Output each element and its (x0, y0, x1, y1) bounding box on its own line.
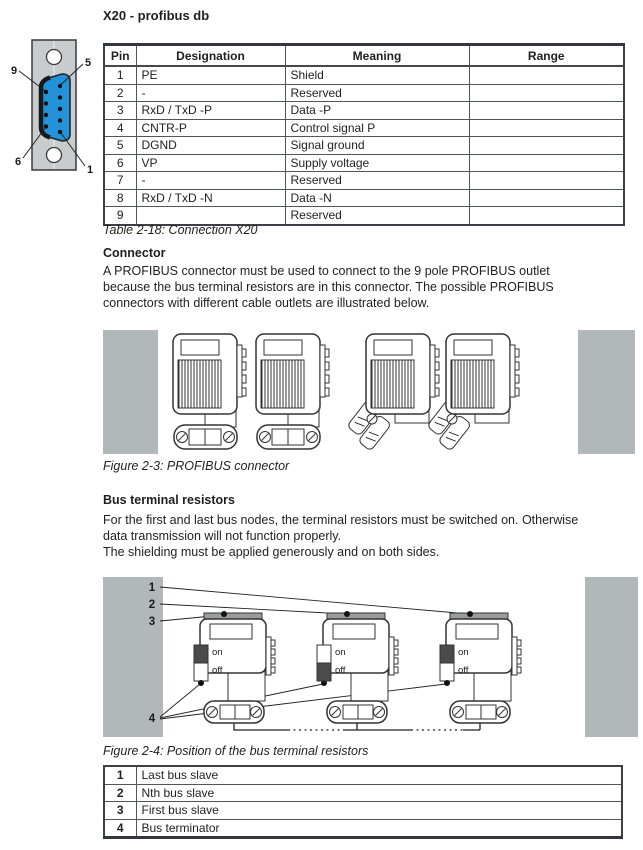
table-cell: 1 (104, 66, 136, 84)
pin-label-5: 5 (84, 57, 92, 69)
callout-4: 4 (148, 713, 156, 725)
table-cell: 1 (104, 766, 136, 784)
table-row (104, 819, 622, 838)
table-cell: 3 (104, 102, 136, 120)
table-cell (469, 102, 624, 120)
table-row (104, 119, 624, 137)
table-cell: 9 (104, 207, 136, 225)
pin-table-header-row (104, 45, 624, 67)
table-cell: Signal ground (285, 137, 469, 155)
table-cell: Reserved (285, 84, 469, 102)
table-cell: 8 (104, 189, 136, 207)
switch-on-label: on (458, 647, 469, 658)
bus-connector-last (440, 611, 521, 723)
table-row (104, 102, 624, 120)
table-cell: First bus slave (136, 802, 622, 820)
switch-on-position (440, 645, 454, 663)
figure-bus-terminal-resistors (103, 577, 638, 739)
switch-on-position (194, 645, 208, 663)
col-header-designation: Designation (136, 45, 285, 67)
col-header-range: Range (469, 45, 624, 67)
pin-table-caption: Table 2-18: Connection X20 (103, 223, 258, 237)
table-cell: 6 (104, 154, 136, 172)
table-row (104, 66, 624, 84)
table-cell: - (136, 84, 285, 102)
table-cell (469, 207, 624, 225)
table-cell: Data -N (285, 189, 469, 207)
switch-off-label: off (335, 665, 346, 676)
callout-1: 1 (148, 582, 156, 594)
callout-2: 2 (148, 599, 156, 611)
connector-paragraph-line: connectors with different cable outlets are illustrated below. (103, 296, 430, 310)
profibus-connector-straight-1 (173, 334, 246, 449)
dsub-connector-diagram (5, 38, 100, 198)
pin-label-6: 6 (14, 156, 22, 168)
table-cell (469, 66, 624, 84)
table-row (104, 189, 624, 207)
page-title: X20 - profibus db (103, 8, 210, 23)
table-row (104, 154, 624, 172)
legend-table (103, 765, 623, 839)
col-header-meaning: Meaning (285, 45, 469, 67)
switch-off-label: off (458, 665, 469, 676)
switch-off-label: off (212, 665, 223, 676)
table-cell: 4 (104, 819, 136, 838)
table-cell: VP (136, 154, 285, 172)
switch-on-label: on (335, 647, 346, 658)
table-cell (136, 207, 285, 225)
table-row (104, 137, 624, 155)
table-cell: 2 (104, 784, 136, 802)
table-cell (469, 84, 624, 102)
table-cell: Supply voltage (285, 154, 469, 172)
pin-label-9: 9 (10, 65, 18, 77)
table-cell: PE (136, 66, 285, 84)
switch-on-label: on (212, 647, 223, 658)
table-cell (469, 119, 624, 137)
figure-profibus-connectors (103, 329, 635, 455)
connector-paragraph-line: A PROFIBUS connector must be used to connect to the 9 pole PROFIBUS outlet (103, 264, 550, 278)
switch-off-position (317, 663, 331, 681)
table-cell (469, 154, 624, 172)
table-row (104, 766, 622, 784)
bus-terminal-heading: Bus terminal resistors (103, 493, 235, 507)
dsub-shell (41, 74, 70, 141)
table-cell: 5 (104, 137, 136, 155)
table-row (104, 784, 622, 802)
table-cell: 7 (104, 172, 136, 190)
table-cell: Shield (285, 66, 469, 84)
table-cell: Control signal P (285, 119, 469, 137)
table-cell (469, 172, 624, 190)
table-cell: CNTR-P (136, 119, 285, 137)
screw-hole-top (47, 50, 62, 65)
table-cell: RxD / TxD -N (136, 189, 285, 207)
bus-cable (234, 723, 480, 730)
table-cell (469, 189, 624, 207)
bus-paragraph-line: The shielding must be applied generously and on both sides. (103, 545, 440, 559)
table-cell: Last bus slave (136, 766, 622, 784)
figure-2-4-caption: Figure 2-4: Position of the bus terminal resistors (103, 744, 369, 758)
table-cell: RxD / TxD -P (136, 102, 285, 120)
bus-paragraph-line: For the first and last bus nodes, the terminal resistors must be switched on. Otherwise (103, 513, 579, 527)
bus-connector-first (194, 611, 275, 723)
bus-paragraph-line: data transmission will not function properly. (103, 529, 342, 543)
profibus-connector-straight-2 (256, 334, 329, 449)
figure-gray-panel-right (578, 330, 635, 454)
table-cell: Nth bus slave (136, 784, 622, 802)
callout-3: 3 (148, 616, 156, 628)
pin-table (103, 43, 625, 226)
table-cell: Data -P (285, 102, 469, 120)
figure-gray-panel-right (585, 577, 638, 737)
table-row (104, 207, 624, 225)
pin-label-1: 1 (86, 164, 94, 176)
profibus-connector-angled-1 (344, 334, 439, 451)
table-row (104, 84, 624, 102)
table-cell: DGND (136, 137, 285, 155)
table-cell: Reserved (285, 172, 469, 190)
figure-2-3-caption: Figure 2-3: PROFIBUS connector (103, 459, 290, 473)
table-cell: 4 (104, 119, 136, 137)
col-header-pin: Pin (104, 45, 136, 67)
connector-heading: Connector (103, 246, 166, 260)
figure-gray-panel-left (103, 330, 158, 454)
table-cell: Bus terminator (136, 819, 622, 838)
table-cell (469, 137, 624, 155)
table-cell: 2 (104, 84, 136, 102)
table-cell: - (136, 172, 285, 190)
table-cell: 3 (104, 802, 136, 820)
table-row (104, 802, 622, 820)
screw-hole-bottom (47, 148, 62, 163)
connector-paragraph-line: because the bus terminal resistors are in this connector. The possible PROFIBUS (103, 280, 554, 294)
table-row (104, 172, 624, 190)
table-cell: Reserved (285, 207, 469, 225)
